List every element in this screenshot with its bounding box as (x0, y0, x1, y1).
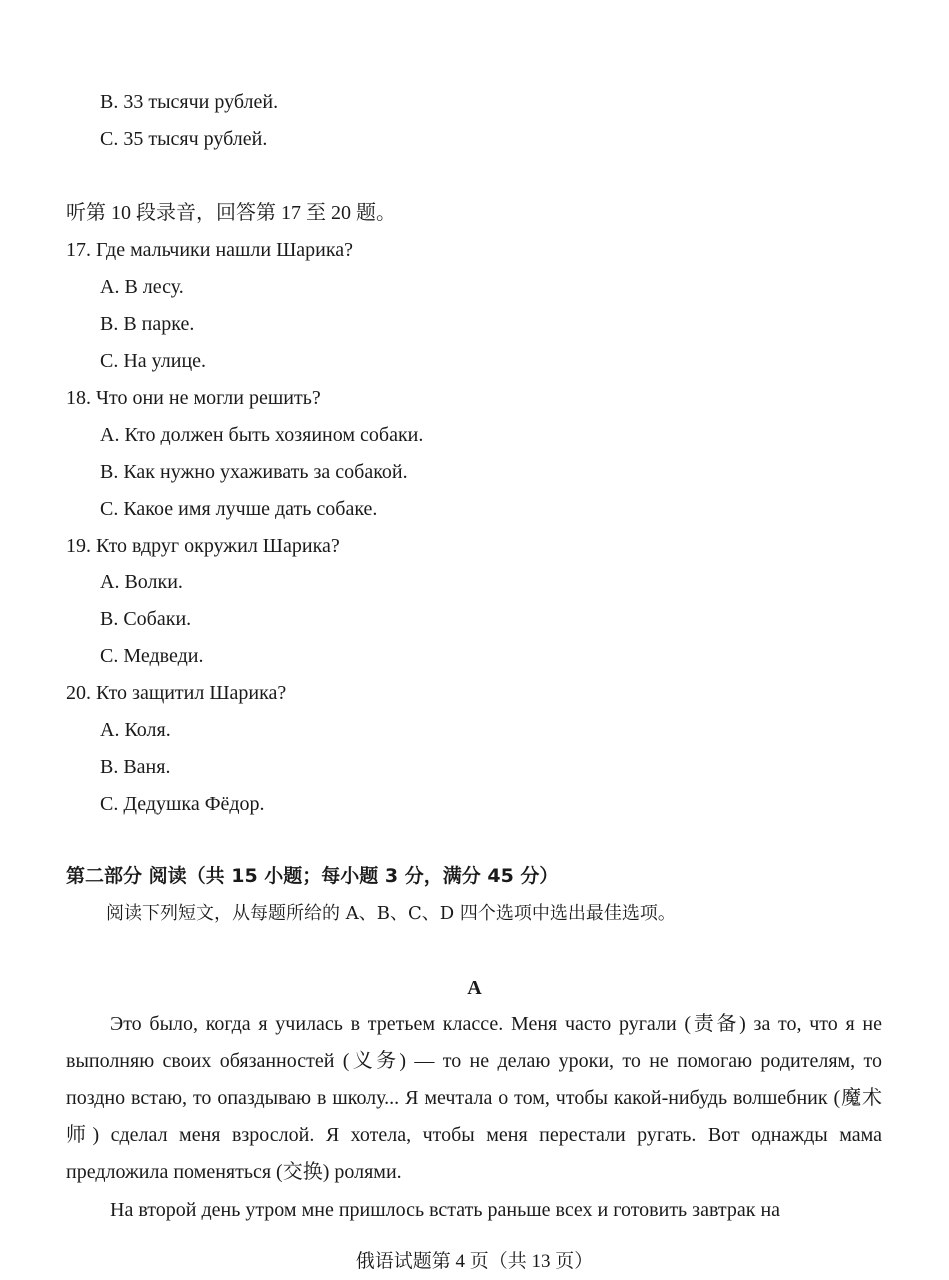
listening-instruction: 听第 10 段录音，回答第 17 至 20 题。 (66, 202, 396, 224)
option-text: C. 35 тысяч рублей. (100, 128, 268, 150)
option-text: A. В лесу. (100, 276, 184, 298)
option-text: C. На улице. (100, 350, 207, 372)
option-text: B. Ваня. (100, 756, 171, 778)
passage-paragraph: На второй день утром мне пришлось встать раньше всех и готовить завтрак на (110, 1199, 781, 1221)
option-text: C. Дедушка Фёдор. (100, 793, 265, 815)
option-text: B. Собаки. (100, 608, 192, 630)
section-instruction: 阅读下列短文，从每题所给的 A、B、C、D 四个选项中选出最佳选项。 (106, 903, 676, 924)
question-20: 20. Кто защитил Шарика? (66, 682, 287, 704)
option-text: B. 33 тысячи рублей. (100, 91, 279, 113)
option-text: A. Коля. (100, 719, 171, 741)
option-text: C. Какое имя лучше дать собаке. (100, 498, 378, 520)
passage-paragraph: Это было, когда я училась в третьем классе. Меня часто ругали (责备) за то, что я не выполняю своих обязанностей (义务) — то не делаю уроки, то не помогаю родителям, то поздно встаю, то опаздываю в школу... Я мечтала о том, чтобы какой-нибудь волшебник (魔术师) сделал меня взрослой. Я хотела, чтобы меня перестали ругать. Вот однажды мама предложила поменяться (交换) ролями. (66, 1013, 882, 1183)
question-19: 19. Кто вдруг окружил Шарика? (66, 535, 340, 557)
option-text: A. Кто должен быть хозяином собаки. (100, 424, 424, 446)
option-text: A. Волки. (100, 571, 183, 593)
option-text: B. Как нужно ухаживать за собакой. (100, 461, 408, 483)
section-title: 第二部分 阅读（共 15 小题；每小题 3 分，满分 45 分） (66, 865, 559, 887)
question-17: 17. Где мальчики нашли Шарика? (66, 239, 354, 261)
passage-label: A (467, 977, 482, 999)
option-text: C. Медведи. (100, 645, 204, 667)
page-footer: 俄语试题第 4 页（共 13 页） (355, 1251, 594, 1272)
question-18: 18. Что они не могли решить? (66, 387, 321, 409)
option-text: B. В парке. (100, 313, 195, 335)
